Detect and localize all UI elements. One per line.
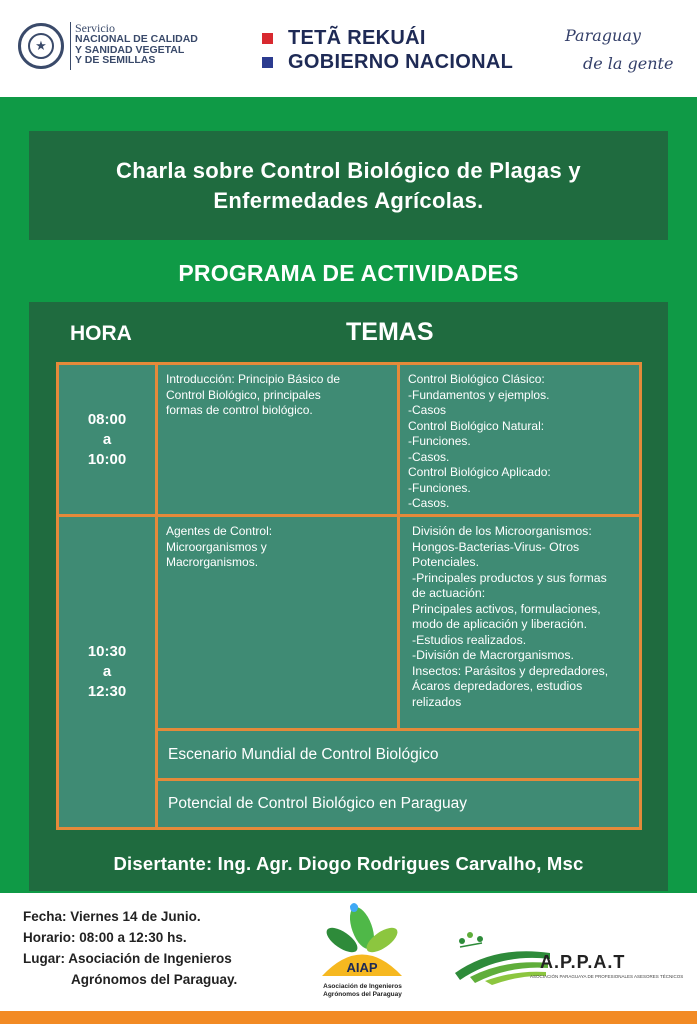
gov-line-1: TETÃ REKUÁI <box>288 27 426 49</box>
gov-line-2: GOBIERNO NACIONAL <box>288 51 514 73</box>
appat-subtitle: ASOCIACIÓN PARAGUAYA DE PROFESIONALES ASESORES TÉCNICOS <box>530 974 684 979</box>
event-title-box <box>29 131 668 240</box>
lugar: Lugar: Asociación de Ingenieros <box>23 951 232 966</box>
event-title: Charla sobre Control Biológico de Plagas y Enfermedades Agrícolas. <box>116 157 581 213</box>
topic-cell-1-right: Control Biológico Clásico: -Fundamentos y ejemplos. -Casos Control Biológico Natural: -Funciones. -Casos. Control Biológico Aplicado: -Funciones. -Casos. <box>397 362 642 517</box>
hora-header: HORA <box>70 322 132 345</box>
bottom-bar <box>0 1011 697 1024</box>
event-details <box>23 906 237 990</box>
aiap-subtitle: Asociación de Ingenieros Agrónomos del Paraguay <box>323 983 402 998</box>
time-cell-2: 10:30 a 12:30 <box>56 514 158 830</box>
time-cell-1: 08:00 a 10:00 <box>56 362 158 517</box>
header <box>0 0 697 97</box>
appat-name: A.P.P.A.T <box>540 952 626 972</box>
topic-escenario: Escenario Mundial de Control Biológico <box>155 728 642 781</box>
fecha: Fecha: Viernes 14 de Junio. <box>23 909 201 924</box>
topic-cell-1-left: Introducción: Principio Básico de Control Biológico, principales formas de control biológico. <box>155 362 400 517</box>
svg-text:AIAP: AIAP <box>346 960 378 975</box>
programa-heading: PROGRAMA DE ACTIVIDADES <box>178 260 519 286</box>
horario: Horario: 08:00 a 12:30 hs. <box>23 930 187 945</box>
topic-cell-2-left: Agentes de Control: Microorganismos y Macrorganismos. <box>155 514 400 731</box>
paraguay-seal-icon: ★ <box>18 23 64 69</box>
topic-potencial: Potencial de Control Biológico en Paraguay <box>155 778 642 830</box>
blue-square-icon <box>262 57 273 68</box>
topic-cell-2-right: División de los Microorganismos: Hongos-Bacterias-Virus- Otros Potenciales. -Principales productos y sus formas de actuación: Principales activos, formulaciones, modo de aplicación y liberación. -Estudios realizados. -División de Macrorganismos. Insectos: Parásitos y depredadores, Ácaros depredadores, estudios relizados <box>397 514 642 731</box>
senave-name: Servicio NACIONAL DE CALIDAD Y SANIDAD VEGETAL Y DE SEMILLAS <box>75 21 198 66</box>
temas-header: TEMAS <box>346 318 434 346</box>
header-divider <box>70 22 71 70</box>
slogan: Paraguay de la gente <box>565 26 674 73</box>
speaker: Disertante: Ing. Agr. Diogo Rodrigues Carvalho, Msc <box>113 853 584 874</box>
lugar-cont: Agrónomos del Paraguay. <box>71 972 238 987</box>
red-square-icon <box>262 33 273 44</box>
